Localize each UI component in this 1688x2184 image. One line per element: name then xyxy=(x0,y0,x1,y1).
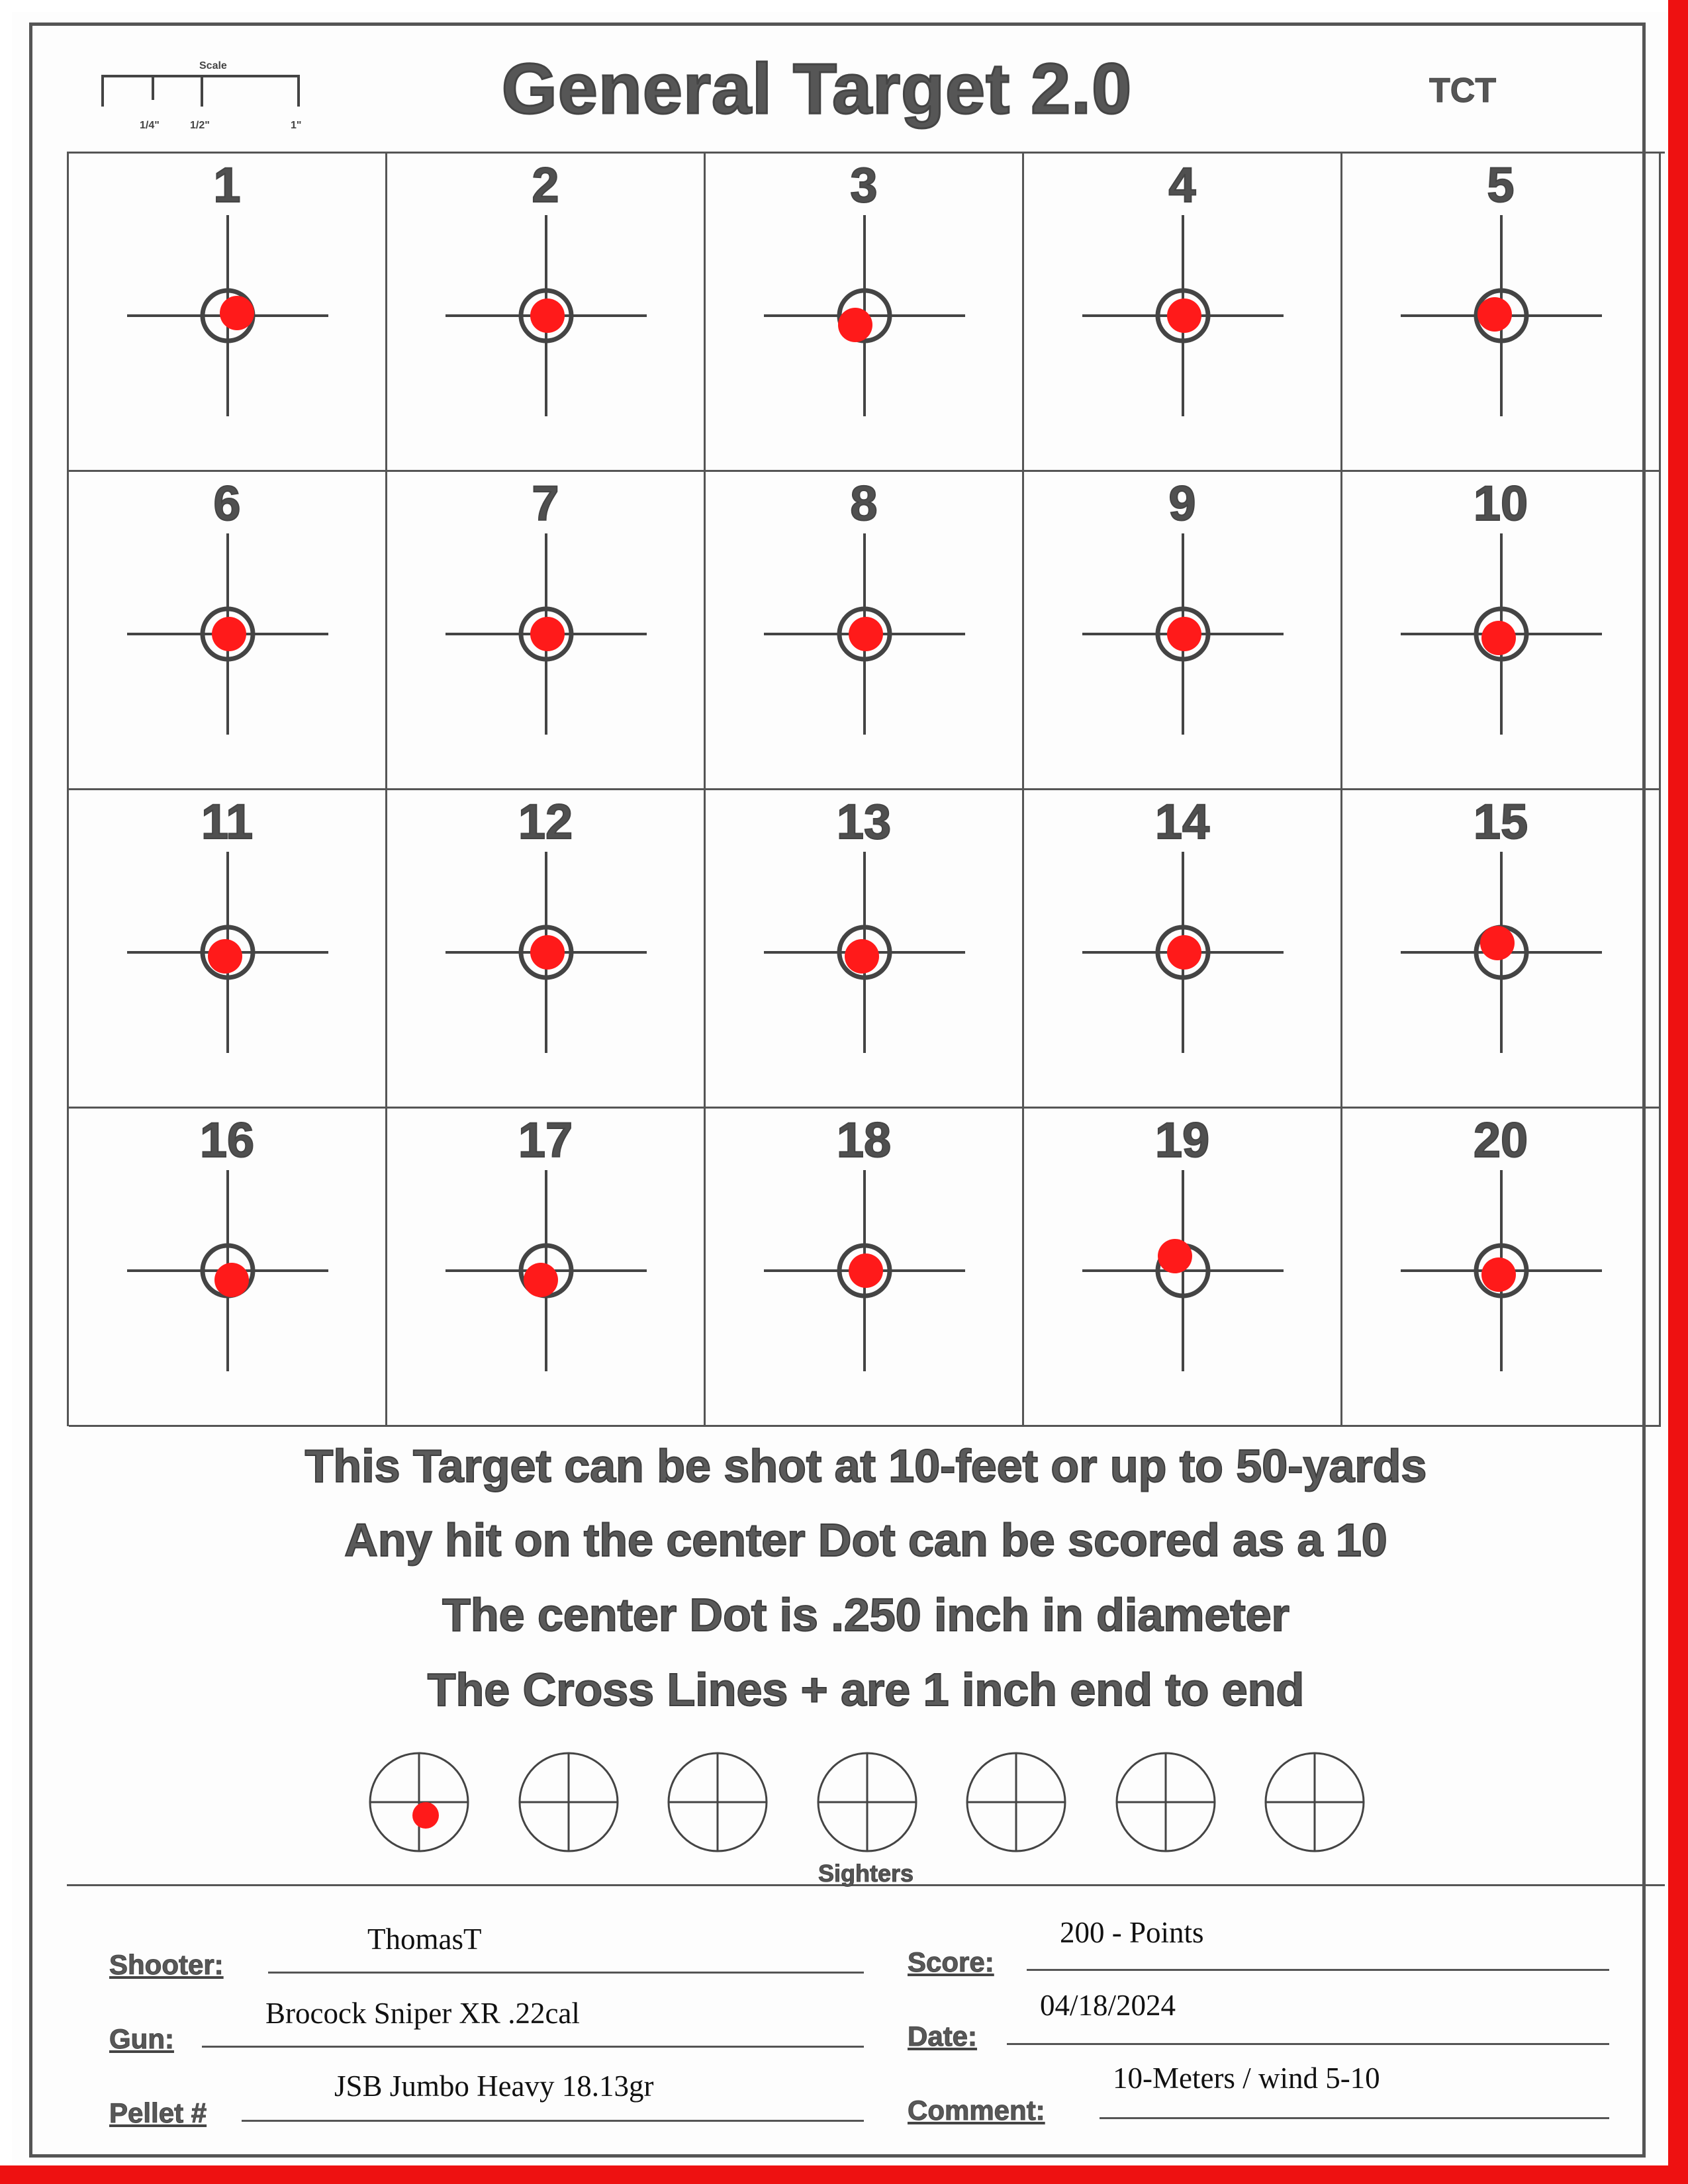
target-number: 9 xyxy=(1168,476,1196,531)
target-number: 11 xyxy=(201,794,254,849)
crosshair-target xyxy=(1024,154,1340,470)
comment-value: 10-Meters / wind 5-10 xyxy=(1113,2062,1380,2095)
pellet-hole xyxy=(1477,297,1512,332)
pellet-hole xyxy=(1167,298,1201,333)
date-value: 04/18/2024 xyxy=(1040,1989,1176,2022)
target-number: 10 xyxy=(1473,476,1528,531)
target-cell xyxy=(387,154,706,472)
pellet-hole xyxy=(220,296,254,330)
page-title: General Target 2.0 xyxy=(501,48,1133,128)
target-cell xyxy=(387,472,706,790)
scale-label: 1" xyxy=(291,120,302,131)
shooter-field xyxy=(109,1923,864,1980)
score-value: 200 - Points xyxy=(1060,1916,1204,1949)
sighter-target xyxy=(367,1751,471,1854)
crosshair-target xyxy=(1024,790,1340,1107)
rules-section xyxy=(67,1426,1665,1886)
pellet-hole xyxy=(530,298,565,333)
target-cell xyxy=(69,790,387,1109)
date-label: Date: xyxy=(908,2021,978,2052)
crosshair-target xyxy=(387,1109,704,1425)
sighter-target xyxy=(517,1751,620,1854)
target-number: 1 xyxy=(213,158,241,212)
pellet-hole xyxy=(530,617,565,651)
scale-label: 1/2" xyxy=(190,120,210,131)
field-underline xyxy=(242,2120,864,2122)
pellet-hole xyxy=(212,617,246,651)
sighter-target xyxy=(964,1751,1068,1854)
pellet-value: JSB Jumbo Heavy 18.13gr xyxy=(334,2070,654,2103)
field-underline xyxy=(268,1972,864,1974)
target-sheet xyxy=(12,12,1668,2163)
target-cell xyxy=(1024,790,1342,1109)
crosshair-target xyxy=(1024,472,1340,788)
target-number: 17 xyxy=(518,1113,573,1167)
pellet-hole xyxy=(1158,1239,1192,1273)
sighter-row xyxy=(67,1751,1665,1856)
pellet-hole xyxy=(524,1263,558,1297)
target-number: 3 xyxy=(850,158,878,212)
target-cell xyxy=(1342,472,1661,790)
crosshair-target xyxy=(1342,1109,1659,1425)
target-cell xyxy=(387,1109,706,1427)
pellet-hole xyxy=(1481,1257,1516,1292)
rule-line: The center Dot is .250 inch in diameter xyxy=(442,1589,1289,1641)
pellet-hole xyxy=(1167,617,1201,651)
target-cell xyxy=(387,790,706,1109)
pellet-hole xyxy=(1481,621,1516,655)
pellet-hole xyxy=(208,939,242,974)
comment-label: Comment: xyxy=(908,2095,1045,2126)
pellet-hole xyxy=(838,308,872,342)
field-underline xyxy=(202,2046,864,2048)
target-number: 12 xyxy=(518,794,573,849)
target-number: 7 xyxy=(532,476,559,531)
pellet-hole xyxy=(214,1263,249,1297)
crosshair-target xyxy=(706,472,1022,788)
pellet-hole xyxy=(530,935,565,970)
red-paper-edge-right xyxy=(1668,0,1688,2184)
crosshair-target xyxy=(1024,1109,1340,1425)
header xyxy=(32,26,1642,152)
target-number: 4 xyxy=(1168,158,1196,212)
scale-tick xyxy=(201,75,203,107)
sighter-target xyxy=(666,1751,769,1854)
target-cell xyxy=(1342,1109,1661,1427)
pellet-hole xyxy=(1167,935,1201,970)
crosshair-target xyxy=(387,154,704,470)
target-number: 5 xyxy=(1487,158,1515,212)
target-number: 6 xyxy=(213,476,241,531)
gun-value: Brocock Sniper XR .22cal xyxy=(265,1997,580,2030)
crosshair-target xyxy=(387,790,704,1107)
target-cell xyxy=(706,472,1024,790)
target-cell xyxy=(706,154,1024,472)
pellet-label: Pellet # xyxy=(109,2097,207,2128)
sighter-target xyxy=(816,1751,919,1854)
target-cell xyxy=(1342,154,1661,472)
field-underline xyxy=(1100,2117,1609,2119)
scale-tick xyxy=(152,75,154,100)
rule-line: Any hit on the center Dot can be scored as a 10 xyxy=(344,1514,1387,1566)
crosshair-target xyxy=(1342,154,1659,470)
field-underline xyxy=(1027,1969,1609,1971)
crosshair-target xyxy=(69,790,385,1107)
crosshair-target xyxy=(387,472,704,788)
pellet-field xyxy=(109,2070,864,2128)
pellet-hole xyxy=(849,1253,883,1288)
rule-line: The Cross Lines + are 1 inch end to end xyxy=(427,1664,1305,1715)
red-paper-edge-bottom xyxy=(0,2165,1688,2184)
shooter-info xyxy=(67,1886,1665,2151)
target-frame xyxy=(29,23,1646,2158)
crosshair-target xyxy=(69,472,385,788)
sighters-label: Sighters xyxy=(818,1860,914,1887)
field-underline xyxy=(1007,2043,1609,2045)
sighter-target xyxy=(1114,1751,1217,1854)
target-cell xyxy=(1024,154,1342,472)
target-cell xyxy=(706,1109,1024,1427)
pellet-hole xyxy=(1480,926,1515,960)
scale-tick xyxy=(297,75,300,107)
target-cell xyxy=(69,154,387,472)
score-label: Score: xyxy=(908,1946,994,1978)
date-field xyxy=(908,1989,1609,2052)
target-cell xyxy=(69,472,387,790)
crosshair-target xyxy=(69,154,385,470)
crosshair-target xyxy=(706,154,1022,470)
gun-field xyxy=(109,1997,864,2054)
target-number: 14 xyxy=(1154,794,1210,849)
gun-label: Gun: xyxy=(109,2023,174,2054)
target-code: TCT xyxy=(1429,71,1497,110)
target-number: 20 xyxy=(1473,1113,1528,1167)
shooter-label: Shooter: xyxy=(109,1949,224,1980)
target-cell xyxy=(706,790,1024,1109)
target-cell xyxy=(1024,1109,1342,1427)
crosshair-target xyxy=(1342,472,1659,788)
scale-tick xyxy=(101,75,104,107)
scale-title: Scale xyxy=(199,60,227,71)
pellet-hole xyxy=(845,939,879,974)
crosshair-target xyxy=(69,1109,385,1425)
target-number: 13 xyxy=(836,794,892,849)
scale-label: 1/4" xyxy=(140,120,160,131)
pellet-hole xyxy=(412,1802,439,1829)
target-number: 8 xyxy=(850,476,878,531)
target-number: 19 xyxy=(1154,1113,1210,1167)
shooter-value: ThomasT xyxy=(367,1923,482,1956)
target-cell xyxy=(1342,790,1661,1109)
target-number: 15 xyxy=(1473,794,1528,849)
target-cell xyxy=(69,1109,387,1427)
target-number: 2 xyxy=(532,158,559,212)
rule-line: This Target can be shot at 10-feet or up to 50-yards xyxy=(305,1440,1427,1492)
target-cell xyxy=(1024,472,1342,790)
target-number: 16 xyxy=(199,1113,255,1167)
pellet-hole xyxy=(849,617,883,651)
crosshair-target xyxy=(706,1109,1022,1425)
target-number: 18 xyxy=(836,1113,892,1167)
scale-ruler xyxy=(101,60,340,133)
crosshair-target xyxy=(706,790,1022,1107)
target-grid xyxy=(67,152,1665,1426)
comment-field xyxy=(908,2062,1609,2126)
sighter-target xyxy=(1263,1751,1366,1854)
score-field xyxy=(908,1916,1609,1978)
crosshair-target xyxy=(1342,790,1659,1107)
